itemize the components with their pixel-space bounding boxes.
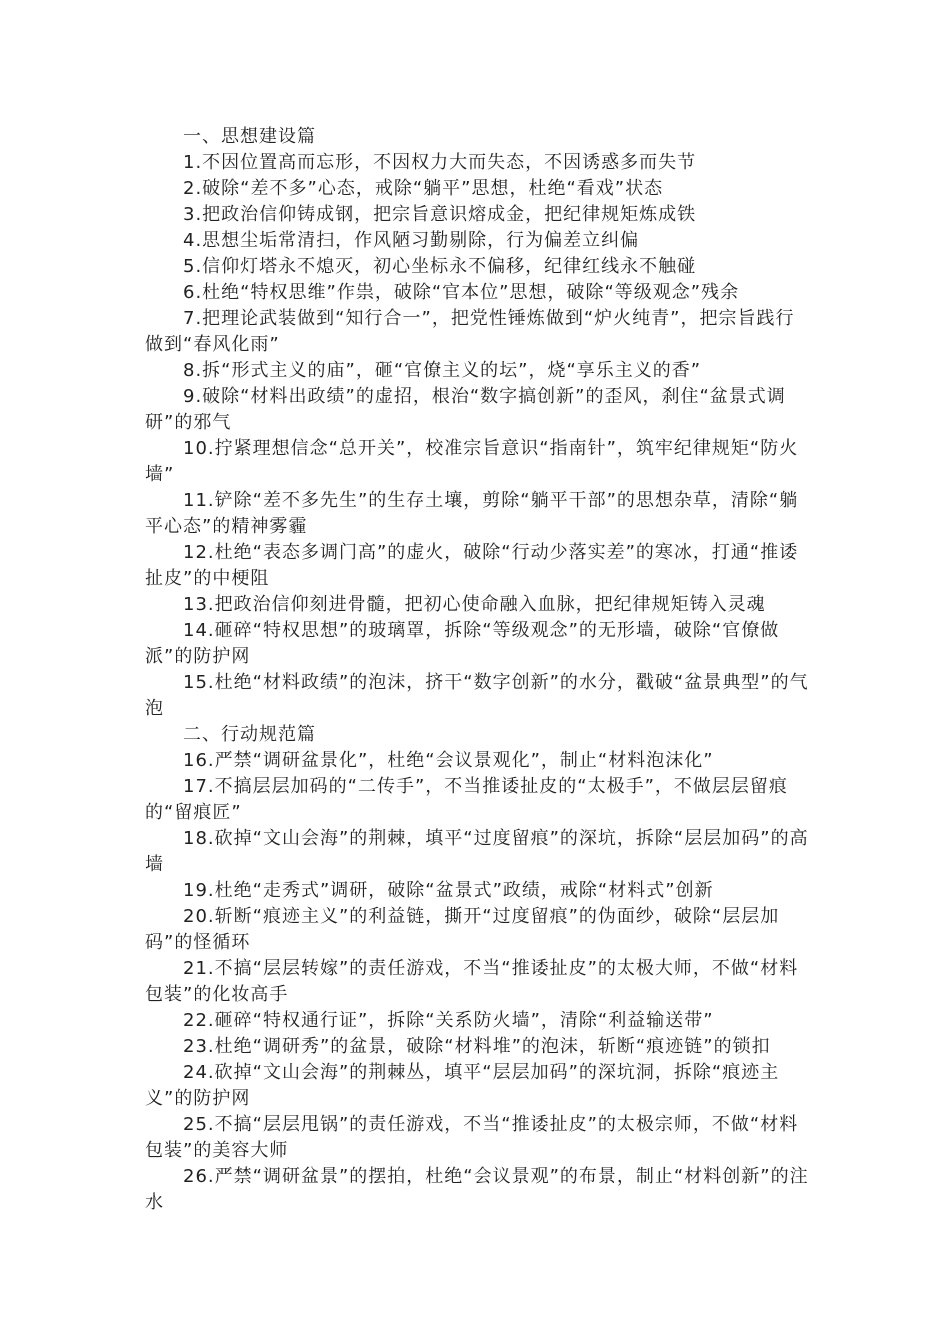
list-item: 24.砍掉“文山会海”的荆棘丛，填平“层层加码”的深坑洞，拆除“痕迹主义”的防护网 bbox=[145, 1062, 780, 1109]
list-item: 18.砍掉“文山会海”的荆棘，填平“过度留痕”的深坑，拆除“层层加码”的高墙 bbox=[145, 828, 809, 875]
list-item: 21.不搞“层层转嫁”的责任游戏，不当“推诿扯皮”的太极大师，不做“材料包装”的化妆高手 bbox=[145, 958, 799, 1005]
section-heading: 一、思想建设篇 bbox=[183, 126, 316, 147]
list-item: 14.砸碎“特权思想”的玻璃罩，拆除“等级观念”的无形墙，破除“官僚做派”的防护网 bbox=[145, 620, 780, 667]
list-item: 15.杜绝“材料政绩”的泡沫，挤干“数字创新”的水分，戳破“盆景典型”的气泡 bbox=[145, 672, 809, 719]
list-item: 12.杜绝“表态多调门高”的虚火，破除“行动少落实差”的寒冰，打通“推诿扯皮”的中梗阻 bbox=[145, 542, 799, 589]
list-item: 3.把政治信仰铸成钢，把宗旨意识熔成金，把纪律规矩炼成铁 bbox=[183, 204, 697, 225]
list-item: 19.杜绝“走秀式”调研，破除“盆景式”政绩，戒除“材料式”创新 bbox=[183, 880, 714, 901]
section-heading: 二、行动规范篇 bbox=[183, 724, 316, 745]
list-item: 26.严禁“调研盆景”的摆拍，杜绝“会议景观”的布景，制止“材料创新”的注水 bbox=[145, 1166, 809, 1213]
list-item: 22.砸碎“特权通行证”，拆除“关系防火墙”，清除“利益输送带” bbox=[183, 1010, 714, 1031]
list-item: 9.破除“材料出政绩”的虚招，根治“数字搞创新”的歪风，刹住“盆景式调研”的邪气 bbox=[145, 386, 786, 433]
list-item: 7.把理论武装做到“知行合一”，把党性锤炼做到“炉火纯青”，把宗旨践行做到“春风化雨” bbox=[145, 308, 795, 355]
document-page bbox=[145, 124, 809, 1216]
list-item: 1.不因位置高而忘形，不因权力大而失态，不因诱惑多而失节 bbox=[183, 152, 697, 173]
list-item: 5.信仰灯塔永不熄灭，初心坐标永不偏移，纪律红线永不触碰 bbox=[183, 256, 697, 277]
list-item: 25.不搞“层层甩锅”的责任游戏，不当“推诿扯皮”的太极宗师，不做“材料包装”的美容大师 bbox=[145, 1114, 799, 1161]
list-item: 8.拆“形式主义的庙”，砸“官僚主义的坛”，烧“享乐主义的香” bbox=[183, 360, 702, 381]
list-item: 10.拧紧理想信念“总开关”，校准宗旨意识“指南针”，筑牢纪律规矩“防火墙” bbox=[145, 438, 799, 485]
list-item: 6.杜绝“特权思维”作祟，破除“官本位”思想，破除“等级观念”残余 bbox=[183, 282, 740, 303]
list-item: 17.不搞层层加码的“二传手”，不当推诿扯皮的“太极手”，不做层层留痕的“留痕匠” bbox=[145, 776, 788, 823]
list-item: 11.铲除“差不多先生”的生存土壤，剪除“躺平干部”的思想杂草，清除“躺平心态”的精神雾霾 bbox=[145, 490, 799, 537]
list-item: 13.把政治信仰刻进骨髓，把初心使命融入血脉，把纪律规矩铸入灵魂 bbox=[183, 594, 766, 615]
list-item: 4.思想尘垢常清扫，作风陋习勤剔除，行为偏差立纠偏 bbox=[183, 230, 640, 251]
list-item: 23.杜绝“调研秀”的盆景，破除“材料堆”的泡沫，斩断“痕迹链”的锁扣 bbox=[183, 1036, 771, 1057]
list-item: 16.严禁“调研盆景化”，杜绝“会议景观化”，制止“材料泡沫化” bbox=[183, 750, 714, 771]
list-item: 20.斩断“痕迹主义”的利益链，撕开“过度留痕”的伪面纱，破除“层层加码”的怪循环 bbox=[145, 906, 780, 953]
list-item: 2.破除“差不多”心态，戒除“躺平”思想，杜绝“看戏”状态 bbox=[183, 178, 664, 199]
